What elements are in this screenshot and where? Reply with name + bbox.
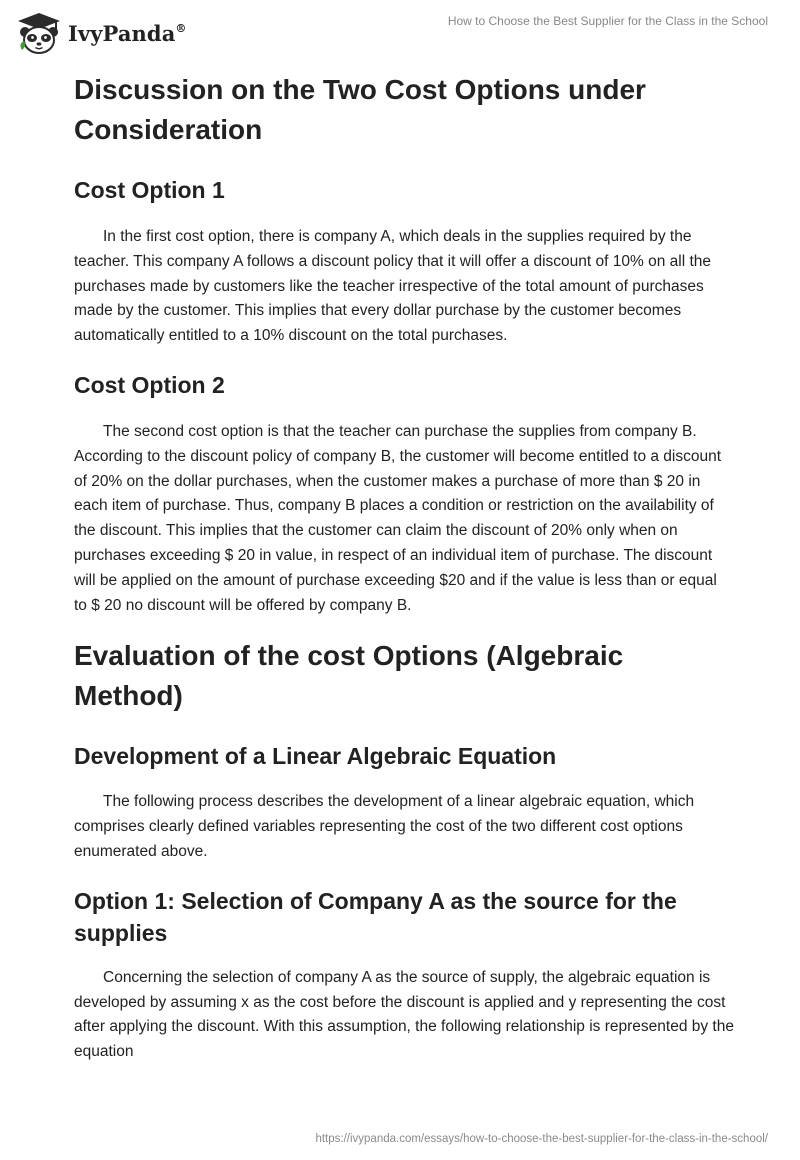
paragraph-cost-option-1: In the first cost option, there is company A, which deals in the supplies required by the teacher. This company A follows a discount policy that it will offer a discount of 10% on all the purchases made by customers like the teacher irrespective of the total amount of purchases made by the customer. This implies that every dollar purchase by the customer becomes automatically entitled to a 10% discount on the total purchases. (74, 228, 712, 345)
paragraph-development: The following process describes the development of a linear algebraic equation, which comprises clearly defined variables representing the cost of the two different cost options enumerated above. (74, 793, 695, 860)
paragraph-option-1: Concerning the selection of company A as the source of supply, the algebraic equation is developed by assuming x as the cost before the discount is applied and y representing the cost after applying the discount. With this assumption, the following relationship is represented by the equation (74, 968, 734, 1061)
brand-logo[interactable] (16, 10, 187, 56)
article-body (74, 70, 734, 1065)
heading-cost-option-2: Cost Option 2 (74, 371, 225, 398)
registered-mark: ® (175, 21, 187, 35)
brand-name: IvyPanda® (68, 20, 187, 46)
heading-evaluation: Evaluation of the cost Options (Algebraic Method) (74, 640, 624, 712)
paragraph-cost-option-2: The second cost option is that the teacher can purchase the supplies from company B. According to the discount policy of company B, the customer will become entitled to a discount of 20% on the dollar purchases, when the customer makes a purchase of more than $ 20 in each item of purchase. Thus, company B places a condition or restriction on the availability of the discount. This implies that the customer can claim the discount of 20% only when on purchases exceeding $ 20 in value, in respect of an individual item of purchase. The discount will be applied on the amount of purchase exceeding $20 and if the value is less than or equal to $ 20 no discount will be offered by company B. (74, 422, 722, 614)
document-title: How to Choose the Best Supplier for the Class in the School (447, 14, 768, 28)
heading-discussion: Discussion on the Two Cost Options under Consideration (74, 74, 646, 145)
page-header (0, 0, 800, 60)
source-url[interactable]: https://ivypanda.com/essays/how-to-choose-the-best-supplier-for-the-class-in-the-school/ (315, 1133, 768, 1145)
heading-development: Development of a Linear Algebraic Equation (74, 743, 557, 770)
heading-option-1: Option 1: Selection of Company A as the source for the supplies (74, 887, 677, 946)
heading-cost-option-1: Cost Option 1 (74, 177, 225, 203)
panda-graduate-icon (16, 10, 62, 56)
